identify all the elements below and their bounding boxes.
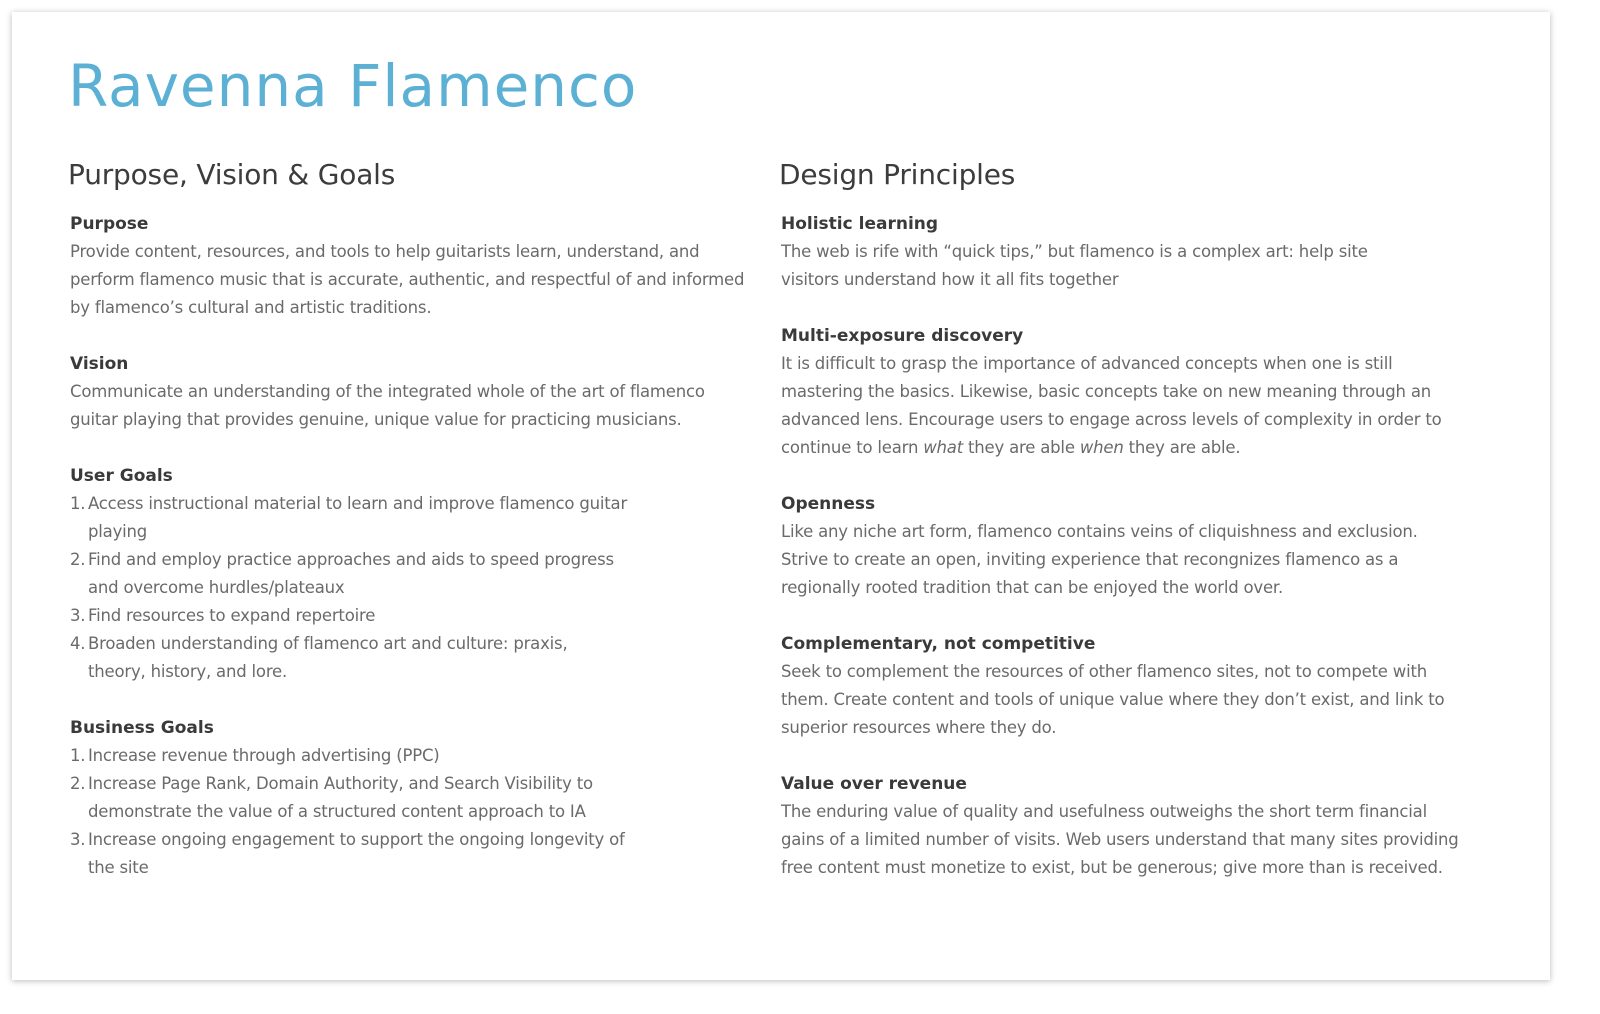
design-principles-column	[779, 158, 1469, 910]
list-item-text: Broaden understanding of flamenco art and culture: praxis, theory, history, and lore.	[88, 633, 568, 681]
page-title: Ravenna Flamenco	[68, 52, 638, 120]
list-item-text: Increase Page Rank, Domain Authority, and Search Visibility to demonstrate the value of a structured content approach to IA	[88, 773, 593, 821]
business-goals-list	[70, 742, 630, 882]
multi-exposure-text-c: they are able.	[1123, 437, 1241, 457]
multi-exposure-text	[781, 350, 1469, 462]
complementary-section	[781, 630, 1469, 742]
value-over-revenue-section	[781, 770, 1469, 882]
list-item-text: Find and employ practice approaches and aids to speed progress and overcome hurdles/plateaux	[88, 549, 614, 597]
business-goals-label: Business Goals	[70, 717, 214, 738]
multi-exposure-text-a: It is difficult to grasp the importance of advanced concepts when one is still mastering the basics. Likewise, basic concepts take on new meaning through an advanced lens. Encourage users to engage across levels of complexity in order to continue to learn	[781, 353, 1442, 457]
multi-exposure-text-b: they are able	[962, 437, 1080, 457]
list-number: 1.	[70, 493, 86, 513]
list-number: 2.	[70, 549, 86, 569]
multi-exposure-label: Multi-exposure discovery	[781, 325, 1024, 346]
purpose-label: Purpose	[70, 213, 149, 234]
list-item-text: Find resources to expand repertoire	[88, 605, 376, 625]
business-goals-section	[70, 714, 748, 882]
vision-text: Communicate an understanding of the integrated whole of the art of flamenco guitar playing that provides genuine, unique value for practicing musicians.	[70, 381, 705, 429]
openness-label: Openness	[781, 493, 876, 514]
user-goals-label: User Goals	[70, 465, 173, 486]
list-item	[70, 490, 630, 546]
complementary-text: Seek to complement the resources of other flamenco sites, not to compete with them. Create content and tools of unique value where they don’t exist, and link to superior resources where they do.	[781, 661, 1445, 737]
purpose-section	[70, 210, 748, 322]
list-number: 1.	[70, 745, 86, 765]
openness-text: Like any niche art form, flamenco contains veins of cliquishness and exclusion. Strive to create an open, inviting experience that recongnizes flamenco as a regionally rooted tradition that can be enjoyed the world over.	[781, 521, 1418, 597]
emphasis-what: what	[923, 437, 963, 457]
purpose-vision-goals-heading: Purpose, Vision & Goals	[68, 158, 396, 191]
list-number: 3.	[70, 605, 86, 625]
purpose-text: Provide content, resources, and tools to help guitarists learn, understand, and perform flamenco music that is accurate, authentic, and respectful of and informed by flamenco’s cultural and artistic traditions.	[70, 241, 745, 317]
list-item	[70, 602, 630, 630]
list-number: 2.	[70, 773, 86, 793]
multi-exposure-section	[781, 322, 1469, 462]
holistic-learning-section	[781, 210, 1469, 294]
vision-section	[70, 350, 748, 434]
holistic-learning-text: The web is rife with “quick tips,” but flamenco is a complex art: help site visitors understand how it all fits together	[781, 241, 1368, 289]
list-item	[70, 546, 630, 602]
value-over-revenue-label: Value over revenue	[781, 773, 967, 794]
list-number: 3.	[70, 829, 86, 849]
openness-section	[781, 490, 1469, 602]
list-item-text: Increase revenue through advertising (PPC)	[88, 745, 440, 765]
list-number: 4.	[70, 633, 86, 653]
user-goals-list	[70, 490, 630, 686]
design-principles-heading: Design Principles	[779, 158, 1016, 191]
purpose-column	[68, 158, 748, 910]
user-goals-section	[70, 462, 748, 686]
document-card	[12, 12, 1550, 980]
vision-label: Vision	[70, 353, 129, 374]
list-item-text: Increase ongoing engagement to support the ongoing longevity of the site	[88, 829, 625, 877]
complementary-label: Complementary, not competitive	[781, 633, 1096, 654]
emphasis-when: when	[1079, 437, 1124, 457]
list-item	[70, 742, 630, 770]
list-item	[70, 770, 630, 826]
value-over-revenue-text: The enduring value of quality and usefulness outweighs the short term financial gains of a limited number of visits. Web users understand that many sites providing free content must monetize to exist, but be generous; give more than is received.	[781, 801, 1459, 877]
list-item-text: Access instructional material to learn and improve flamenco guitar playing	[88, 493, 628, 541]
holistic-learning-label: Holistic learning	[781, 213, 939, 234]
list-item	[70, 630, 630, 686]
list-item	[70, 826, 630, 882]
